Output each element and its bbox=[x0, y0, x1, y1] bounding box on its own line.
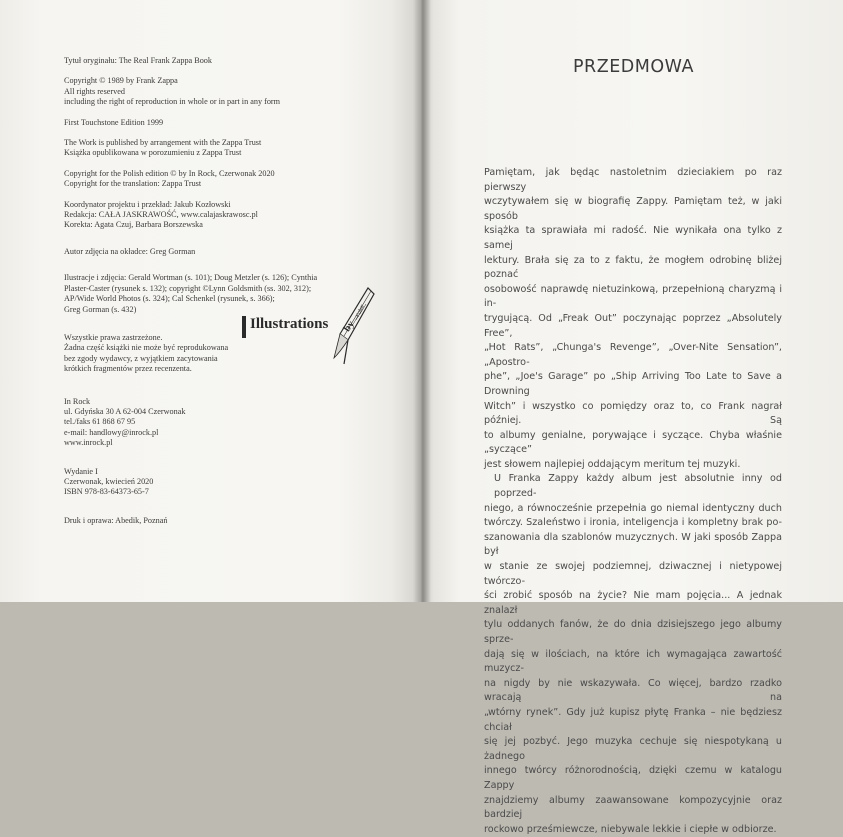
imprint-paragraph bbox=[64, 76, 364, 107]
preface-body-text bbox=[484, 166, 782, 837]
illustrations-logo bbox=[240, 286, 380, 366]
preface-line: tylu oddanych fanów, że do dnia dzisiejszego jego albumy sprze- bbox=[484, 619, 782, 645]
imprint-paragraph bbox=[64, 56, 364, 66]
imprint-line: www.inrock.pl bbox=[64, 438, 113, 448]
imprint-paragraph bbox=[64, 200, 364, 231]
imprint-line: krótkich fragmentów przez recenzenta. bbox=[64, 364, 192, 374]
preface-line: ści zrobić sposób na życie? Nie mam pojęcia... A jednak znalazł bbox=[484, 590, 782, 616]
chapter-title: PRZEDMOWA bbox=[573, 57, 694, 77]
imprint-line: Copyright for the translation: Zappa Trust bbox=[64, 179, 202, 189]
imprint-line: Czerwonak, kwiecień 2020 bbox=[64, 476, 154, 486]
imprint-paragraph bbox=[64, 169, 364, 190]
imprint-line: All rights reserved bbox=[64, 86, 125, 96]
imprint-line: Druk i oprawa: Abedik, Poznań bbox=[64, 515, 168, 525]
left-page-imprint bbox=[0, 0, 421, 602]
logo-text: Illustrations bbox=[250, 316, 329, 332]
preface-line: wczytywałem się w biografię Zappy. Pamiętam też, w jaki sposób bbox=[484, 196, 782, 222]
imprint-line: Wszystkie prawa zastrzeżone. bbox=[64, 332, 163, 342]
imprint-line: Copyright for the Polish edition © by In Rock, Czerwonak 2020 bbox=[64, 168, 275, 178]
imprint-line: e-mail: handlowy@inrock.pl bbox=[64, 427, 159, 437]
imprint-line: tel./faks 61 868 67 95 bbox=[64, 417, 136, 427]
imprint-line: Copyright © 1989 by Frank Zappa bbox=[64, 76, 178, 86]
imprint-paragraph bbox=[64, 516, 364, 526]
imprint-line: Korekta: Agata Czuj, Barbara Borszewska bbox=[64, 220, 203, 230]
logo-by: by bbox=[341, 319, 357, 334]
imprint-line: Plaster-Caster (rysunek s. 132); copyright ©Lynn Goldsmith (ss. 302, 312); bbox=[64, 283, 312, 293]
preface-line: to albumy genialne, porywające i syczące. Chyba właśnie „syczące” bbox=[484, 429, 782, 456]
preface-line: „Hot Rats”, „Chunga's Revenge”, „Over-Nite Sensation”, „Apostro- bbox=[484, 342, 782, 368]
imprint-line: Żadna część książki nie może być reprodukowana bbox=[64, 343, 229, 353]
preface-line: Witch” i wszystko co pomiędzy oraz to, co Frank nagrał później. Są bbox=[484, 400, 782, 427]
imprint-line: bez zgody wydawcy, z wyjątkiem zacytowania bbox=[64, 353, 218, 363]
preface-line: znajdziemy albumy zaawansowane kompozycyjnie oraz bardziej bbox=[484, 794, 782, 821]
preface-line: osobowość naprawdę nietuzinkową, przepełnioną charyzmą i in- bbox=[484, 283, 782, 310]
imprint-line: AP/Wide World Photos (s. 324); Cal Schenkel (rysunek, s. 366); bbox=[64, 294, 275, 304]
preface-line: „wtórny rynek”. Gdy już kupisz płytę Franka – nie będziesz chciał bbox=[484, 706, 782, 733]
imprint-line: ul. Gdyńska 30 A 62-004 Czerwonak bbox=[64, 406, 186, 416]
preface-line: trygującą. Od „Freak Out” poczynając poprzez „Absolutely Free”, bbox=[484, 312, 782, 339]
preface-line: na nigdy by nie wskazywała. Co więcej, bardzo rzadko wracają na bbox=[484, 677, 782, 704]
logo-name: Kofeir bbox=[355, 303, 367, 319]
preface-line: rockowo prześmiewcze, niebywale lekkie i ciepłe w odbiorze. bbox=[484, 823, 777, 835]
preface-line: innego twórcy różnorodnością, dzięki czemu w katalogu Zappy bbox=[484, 765, 782, 791]
imprint-line: ISBN 978-83-64373-65-7 bbox=[64, 487, 149, 497]
book-gutter-shadow bbox=[413, 0, 431, 602]
preface-line: Pamiętam, jak będąc nastoletnim dzieciakiem po raz pierwszy bbox=[484, 167, 782, 193]
preface-line: w stanie ze swojej podziemnej, dziwacznej i nietypowej twórczo- bbox=[484, 561, 782, 587]
preface-line: szanowania dla szablonów muzycznych. W jaki sposób Zappa był bbox=[484, 531, 782, 558]
imprint-line: Greg Gorman (s. 432) bbox=[64, 304, 137, 314]
imprint-line: The Work is published by arrangement with the Zappa Trust bbox=[64, 138, 262, 148]
imprint-paragraph bbox=[64, 118, 364, 128]
preface-line: lektury. Brała się za to z faktu, że mogłem odrobinę bliżej poznać bbox=[484, 254, 782, 281]
preface-line: jest słowem najlepiej oddającym meritum tej muzyki. bbox=[484, 458, 741, 470]
preface-line: się jej pozbyć. Jego muzyka cechuje się niespotykaną u żadnego bbox=[484, 736, 782, 762]
imprint-paragraph bbox=[64, 247, 364, 257]
imprint-line: Ilustracje i zdjęcia: Gerald Wortman (s. 101); Doug Metzler (s. 126); Cynthia bbox=[64, 273, 318, 283]
preface-line: phe”, „Joe's Garage” po „Ship Arriving Too Late to Save a Drowning bbox=[484, 371, 782, 397]
preface-line: dają się w ilościach, na które ich wymagająca zawartość muzycz- bbox=[484, 648, 782, 675]
imprint-line: Redakcja: CAŁA JASKRAWOŚĆ, www.calajaskrawosc.pl bbox=[64, 210, 258, 220]
imprint-paragraph bbox=[64, 467, 364, 498]
imprint-paragraph bbox=[64, 138, 364, 159]
preface-line: książka ta sprawiała mi radość. Nie wynikała ona tylko z samej bbox=[484, 225, 782, 251]
imprint-line: In Rock bbox=[64, 396, 91, 406]
imprint-paragraph bbox=[64, 397, 364, 449]
imprint-line: First Touchstone Edition 1999 bbox=[64, 117, 164, 127]
imprint-line: including the right of reproduction in whole or in part in any form bbox=[64, 97, 281, 107]
imprint-line: Koordynator projektu i przekład: Jakub Kozłowski bbox=[64, 199, 231, 209]
preface-line: U Franka Zappy każdy album jest absolutnie inny od poprzed- bbox=[494, 473, 782, 500]
imprint-line: Książka opublikowana w porozumieniu z Zappa Trust bbox=[64, 148, 242, 158]
imprint-line: Tytuł oryginału: The Real Frank Zappa Book bbox=[64, 56, 212, 65]
imprint-line: Wydanie I bbox=[64, 466, 98, 476]
preface-line: niego, a równocześnie przepełnia go niemal identyczny duch bbox=[484, 502, 782, 514]
imprint-line: Autor zdjęcia na okładce: Greg Gorman bbox=[64, 246, 196, 256]
preface-line: twórczy. Szaleństwo i ironia, inteligencja i kompletny brak po- bbox=[484, 517, 782, 529]
